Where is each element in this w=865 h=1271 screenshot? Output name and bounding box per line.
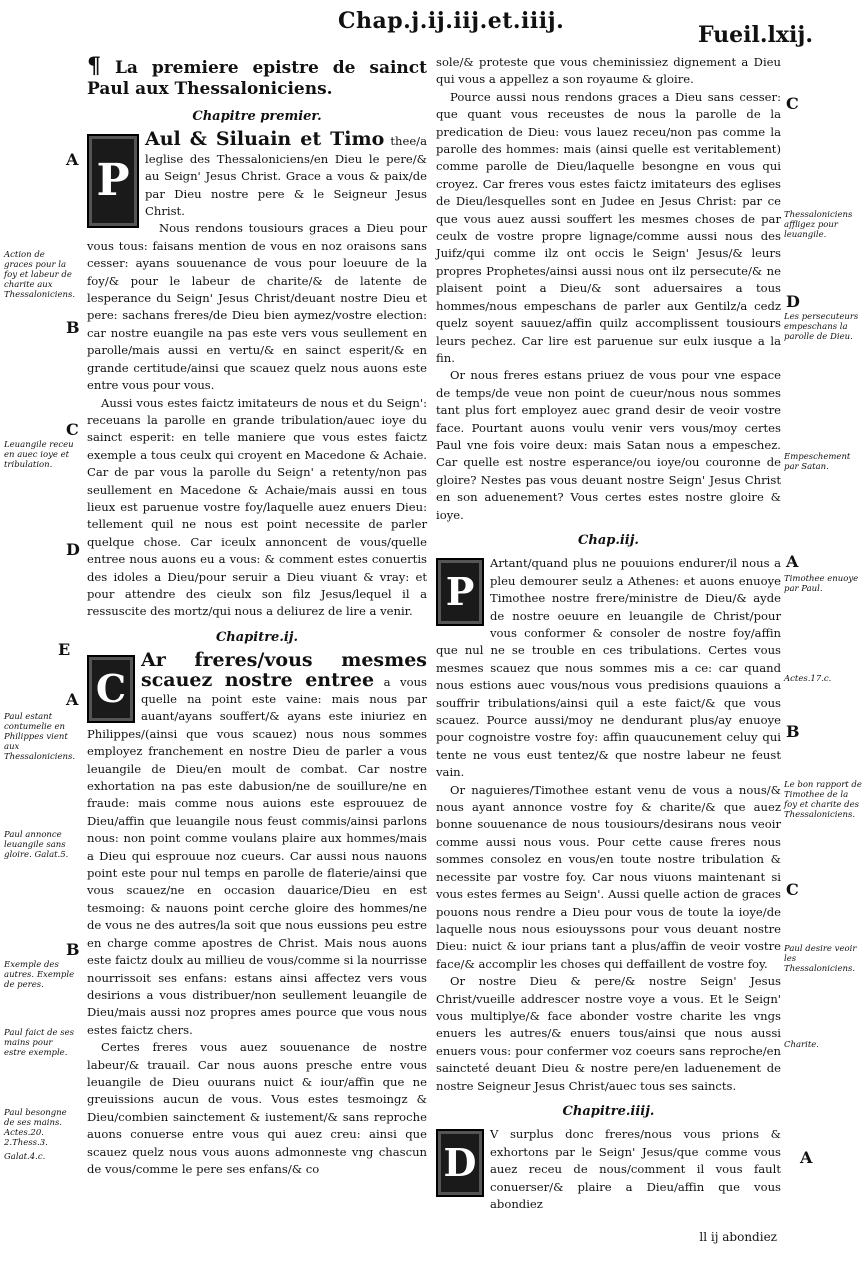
decorated-initial-p: P xyxy=(87,134,139,228)
margin-letter: C xyxy=(786,94,799,113)
margin-note: Paul faict de ses mains pour estre exemple. xyxy=(4,1028,75,1058)
margin-note: Timothee enuoye par Paul. xyxy=(784,574,859,594)
margin-letter: A xyxy=(66,150,79,169)
opening-words: Aul & Siluain et Timo xyxy=(145,128,385,151)
paragraph: Or naguieres/Timothee estant venu de vous a nous/& nous ayant annonce vostre foy & charite/& que auez bonne souuenance de nous tousiours/desirans nous veoir comme aussi nous vous. Pour cette cause freres nous sommes consolez en vous/en toute nostre tribulation & necessite par vostre foy. Car nous viuons maintenant si vous estes fermes au Seign'. Aussi quelle action de graces pouons nous rendre a Dieu pour vous de toute la ioye/de laquelle nous nous esiouyssons pour vous deuant nostre Dieu: nuict & iour prians tant a plus/affin de veoir vostre face/& accomplir les choses qui deffaillent de vostre foy. xyxy=(436,782,781,971)
margin-note: Les persecuteurs empeschans la parolle de Dieu. xyxy=(784,312,859,342)
margin-letter: B xyxy=(786,722,800,741)
margin-letter: A xyxy=(800,1148,813,1167)
paragraph: sole/& proteste que vous cheminissiez dignement a Dieu qui vous a appellez a son royaume & gloire. xyxy=(436,55,781,87)
catchword: ll ij abondiez xyxy=(699,1230,777,1244)
paragraph: thee/a leglise des Thessaloniciens/en Dieu le pere/& au Seign' Jesus Christ. Grace a vous & paix/de par Dieu nostre pere & le Seigneur Jesus Christ. xyxy=(145,134,427,219)
margin-note: Paul besongne de ses mains. Actes.20. 2.Thess.3. xyxy=(4,1108,67,1148)
paragraph: Aussi vous estes faictz imitateurs de nous et du Seign': receuans la parolle en grande tribulation/auec ioye du sainct esperit: en telle maniere que vous estes faictz exemple a tous ceulx qui croyent en Macedone & Achaie. Car de par vous la parolle du Seign' a retenty/non pas seullement en Macedone & Achaie/mais aussi en tous lieux est paruenue vostre foy/laquelle auez enuers Dieu: tellement quil ne nous est point necessite de parler quelque chose. Car iceulx annoncent de vous/quelle entree nous auons eu a vous: & comment estes conuertis des idoles a Dieu/pour seruir a Dieu viuant & vray: et pour attendre des cieulx son filz Jesus/lequel il a ressuscite des mortz/qui nous a deliurez de lire a venir. xyxy=(87,395,427,619)
epistle-title-text: La premiere epistre de sainct Paul aux Thessaloniciens. xyxy=(87,58,427,99)
chapter-2-opening xyxy=(87,649,428,1039)
margin-note: Galat.4.c. xyxy=(4,1152,46,1162)
margin-letter: A xyxy=(786,552,799,571)
paragraph: Nous rendons tousiours graces a Dieu pour vous tous: faisans mention de vous en noz oraisons sans cesser: ayans souuenance de vous pour loeuure de la foy/& pour le labeur de charite/& de latente de lesperance du Seign' Jesus Christ/deuant nostre Dieu et pere: sachans freres/de Dieu bien aymez/vostre election: car nostre euangile na pas este vers vous seullement en parolle/mais aussi en vertu/& en sainct esperit/& en grande certitude/ainsi que scauez quelz nous auons este entre vous pour vous. xyxy=(87,221,427,393)
margin-letter: E xyxy=(58,640,71,659)
folio-number: Fueil.lxij. xyxy=(697,22,813,48)
margin-letter: D xyxy=(786,292,800,311)
decorated-initial-p: P xyxy=(436,558,484,626)
chapter-1-heading: Chapitre premier. xyxy=(192,109,322,124)
paragraph: Or nostre Dieu & pere/& nostre Seign' Jesus Christ/vueille addrescer nostre voye a vous. Et le Seign' vous multiplye/& face abonder vostre charite les vngs enuers les autres/& enuers tous/ainsi que nous aussi enuers vous: pour confermer voz coeurs sans reproche/en saincteté deuant Dieu & nostre pere/en laduenement de nostre Seigneur Jesus Christ/auec tous ses saincts. xyxy=(436,974,781,1093)
margin-note: Le bon rapport de Timothee de la foy et charite des Thessaloniciens. xyxy=(784,780,862,820)
chapter-3-opening: Artant/quand plus ne pouuions endurer/il nous a pleu demourer seulz a Athenes: et auons enuoye Timothee nostre frere/ministre de Dieu/& ayde de nostre oeuure en leuangile de Christ/pour vous conformer & consoler de nostre foy/affin que nul ne se trouble en ces tribulations. Certes vous mesmes scauez que nous sommes mis a ce: car quand nous estions auec vous/nous vous predisions quauions a souffrir tribulations/ainsi quil a este faict/& que vous scauez. Pource aussi/moy ne dendurant plus/ay enuoye pour cognoistre vostre foy: affin quaucunement celuy qui tente ne vous eust tentez/& que nostre labeur ne feust vain. xyxy=(436,556,781,780)
left-column xyxy=(87,54,427,1178)
margin-letter: D xyxy=(66,540,80,559)
decorated-initial-d: D xyxy=(436,1129,484,1197)
epistle-title xyxy=(87,53,427,100)
margin-note: Empeschement par Satan. xyxy=(784,452,851,472)
margin-letter: A xyxy=(66,690,79,709)
decorated-initial-c: C xyxy=(87,655,135,723)
chapter-2-heading: Chapitre.ij. xyxy=(215,629,299,645)
chapter-4-heading: Chapitre.iiij. xyxy=(562,1103,655,1119)
margin-note: Thessaloniciens affligez pour leuangile. xyxy=(784,210,853,240)
margin-letter: C xyxy=(786,880,799,899)
margin-note: Charite. xyxy=(784,1040,819,1050)
pilcrow-icon: ¶ xyxy=(87,53,101,79)
right-column xyxy=(436,54,781,1213)
margin-note: Paul desire veoir les Thessaloniciens. xyxy=(784,944,857,974)
margin-letter: B xyxy=(66,318,80,337)
margin-note: Actes.17.c. xyxy=(784,674,832,684)
margin-letter: C xyxy=(66,420,79,439)
chapter-3-heading: Chap.iij. xyxy=(578,532,639,548)
paragraph: a vous quelle na point este vaine: mais nous par auant/ayans souffert/& ayans este iniuriez en Philippes/(ainsi que vous scauez) nous nous sommes employez franchement en nostre Dieu de parler a vous leuangile de Dieu/en moult de combat. Car nostre exhortation na pas este dabusion/ne de souillure/ne en fraude: mais comme nous auions este esprouuez de Dieu/affin que leuangile nous feust commis/ainsi parlons nous: non point comme voulans plaire aux hommes/mais a Dieu qui esprouue noz cueurs. Car aussi nous nauons point este pour nul temps en parolle de flaterie/ainsi que vous scauez/ne en occasion dauarice/Dieu en est tesmoing: & nauons point cerche gloire des hommes/ne de vous ne des autres/la soit que nous eussions peu estre en charge comme apostres de Christ. Mais nous auons este faictz doulx au millieu de vous/comme si la nourrisse nourrissoit ses enfans: estans ainsi affectez vers vous desirions a vous distribuer/non seullement leuangile de Dieu/mais aussi noz propres ames pource que vous nous estes faictz chers. xyxy=(87,674,428,1037)
paragraph: Pource aussi nous rendons graces a Dieu sans cesser: que quant vous receustes de nous la parolle de la predication de Dieu: vous lauez receu/non pas comme la parolle des hommes: mais (ainsi quelle est veritablement) comme parolle de Dieu/laquelle besongne en vous qui croyez. Car freres vous estes faictz imitateurs des eglises de Dieu/lesquelles sont en Judee en Jesus Christ: par ce que vous auez aussi souffert les mesmes choses de par ceulx de vostre propre lignage/comme aussi nous des Juifz/qui comme ilz ont occis le Seign' Jesus/& leurs propres Prophetes/ainsi aussi nous ont ilz persecute/& ne plaisent point a Dieu/& sont aduersaires a tous hommes/nous empeschans de parler aux Gentilz/a cedz quelz soyent sauuez/affin quilz accomplissent tousiours leurs pechez. Car lire est paruenue sur eulx iusque a la fin. xyxy=(436,89,781,365)
margin-note: Paul annonce leuangile sans gloire. Galat.5. xyxy=(4,830,69,860)
margin-note: Leuangile receu en auec ioye et tribulation. xyxy=(4,440,74,470)
margin-note: Paul estant contumelie en Philippes vient aux Thessaloniciens. xyxy=(4,712,76,762)
paragraph: Or nous freres estans priuez de vous pour vne espace de temps/de veue non point de cueur/nous nous sommes tant plus fort employez auec grand desir de veoir vostre face. Pourtant auons voulu venir vers vous/moy certes Paul vne fois voire deux: mais Satan nous a empeschez. Car quelle est nostre esperance/ou ioye/ou couronne de gloire? Nestes pas vous deuant nostre Seign' Jesus Christ en son aduenement? Vous certes estes nostre gloire & ioye. xyxy=(436,368,781,522)
margin-letter: B xyxy=(66,940,80,959)
chapter-4-opening: V surplus donc freres/nous vous prions & exhortons par le Seign' Jesus/que comme vous auez receu de nous/comment il vous fault conuerser/& plaire a Dieu/affin que vous abondiez xyxy=(490,1127,781,1211)
running-head: Chap.j.ij.iij.et.iiij. xyxy=(338,8,565,34)
paragraph: Certes freres vous auez souuenance de nostre labeur/& trauail. Car nous auons presche entre vous leuangile de Dieu ouurans nuict & iour/affin que ne greuissions aucun de vous. Vous estes tesmoingz & Dieu/combien sainctement & iustement/& sans reproche auons conuerse entre vous qui auez creu: ainsi que scauez quelz nous vous auons admonneste vng chascun de vous/comme le pere ses enfans/& co xyxy=(87,1040,427,1176)
opening-words: Ar freres/vous mesmes scauez nostre entree xyxy=(141,649,427,691)
margin-note: Action de graces pour la foy et labeur de charite aux Thessaloniciens. xyxy=(4,250,76,300)
margin-note: Exemple des autres. Exemple de peres. xyxy=(4,960,75,990)
